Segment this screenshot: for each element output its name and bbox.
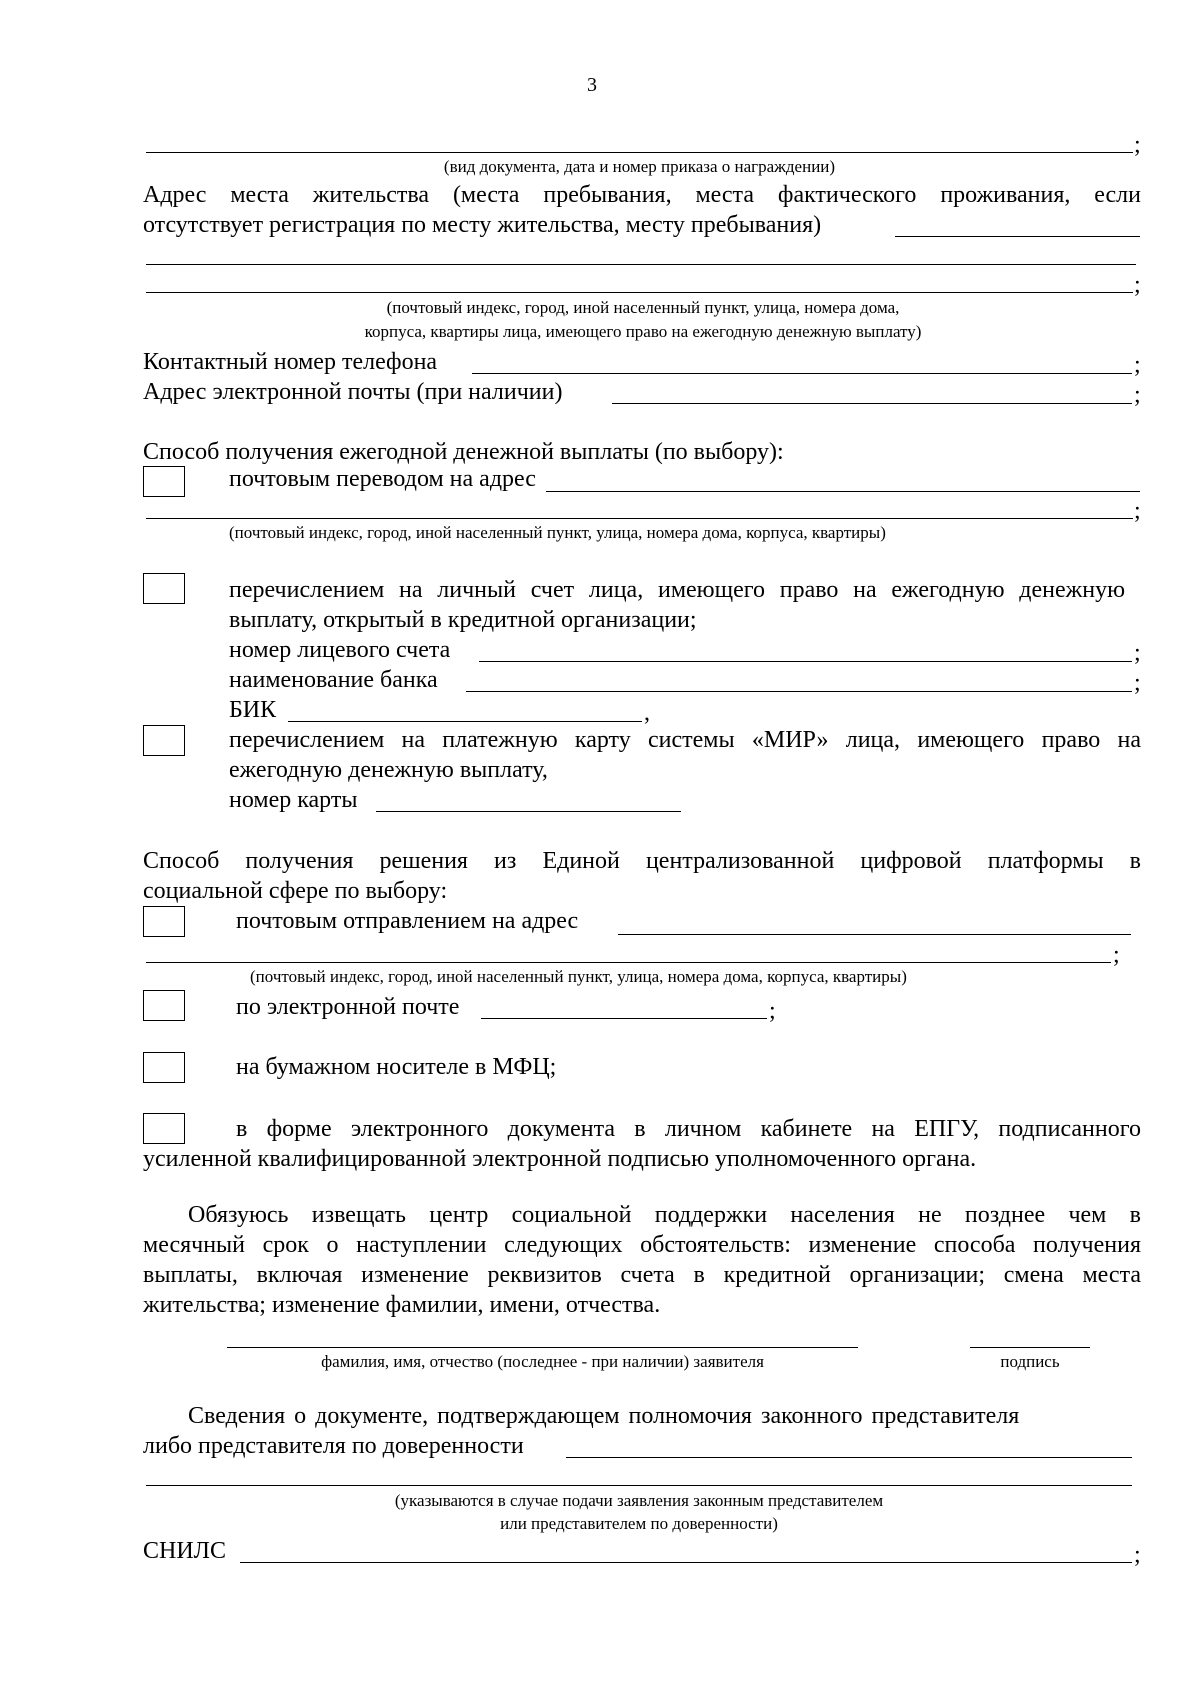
decision-epgu-line1: в форме электронного документа в личном кабинете на ЕПГУ, подписанного xyxy=(236,1116,1141,1142)
obligation-line3: выплаты, включая изменение реквизитов счета в кредитной организации; смена места xyxy=(143,1262,1141,1288)
decision-paper-label: на бумажном носителе в МФЦ; xyxy=(236,1054,557,1080)
award-caption: (вид документа, дата и номер приказа о награждении) xyxy=(443,157,836,176)
decision-paper-checkbox[interactable] xyxy=(143,1052,185,1083)
decision-heading-line2: социальной сфере по выбору: xyxy=(143,878,448,904)
payment-postal-field-line-a[interactable] xyxy=(546,491,1140,492)
representative-caption-2: или представителем по доверенности) xyxy=(500,1514,778,1533)
payment-postal-caption: (почтовый индекс, город, иной населенный пункт, улица, номера дома, корпуса, квартиры) xyxy=(229,523,886,542)
obligation-line4: жительства; изменение фамилии, имени, отчества. xyxy=(143,1292,661,1318)
payment-card-line2: ежегодную денежную выплату, xyxy=(229,757,548,783)
phone-label: Контактный номер телефона xyxy=(143,349,438,375)
decision-email-checkbox[interactable] xyxy=(143,990,185,1021)
applicant-name-field-line[interactable] xyxy=(227,1347,858,1348)
obligation-line2: месячный срок о наступлении следующих обстоятельств: изменение способа получения xyxy=(143,1232,1141,1258)
bank-name-semicolon: ; xyxy=(1134,670,1141,696)
payment-postal-checkbox[interactable] xyxy=(143,466,185,497)
card-number-label: номер карты xyxy=(229,787,358,813)
address-semicolon: ; xyxy=(1134,272,1141,298)
snils-field-line[interactable] xyxy=(240,1562,1132,1563)
payment-account-checkbox[interactable] xyxy=(143,573,185,604)
payment-account-line1: перечислением на личный счет лица, имеющего право на ежегодную денежную xyxy=(229,577,1125,603)
email-field-line[interactable] xyxy=(612,403,1132,404)
email-label: Адрес электронной почты (при наличии) xyxy=(143,379,563,405)
payment-card-line1: перечислением на платежную карту системы «МИР» лица, имеющего право на xyxy=(229,727,1141,753)
bank-name-field-line[interactable] xyxy=(466,691,1132,692)
signature-field-line[interactable] xyxy=(970,1347,1090,1348)
decision-epgu-checkbox[interactable] xyxy=(143,1113,185,1144)
address-label-line1: Адрес места жительства (места пребывания, места фактического проживания, если xyxy=(143,182,1141,208)
decision-postal-caption: (почтовый индекс, город, иной населенный пункт, улица, номера дома, корпуса, квартиры) xyxy=(250,967,907,986)
account-number-label: номер лицевого счета xyxy=(229,637,451,663)
obligation-line1: Обязуюсь извещать центр социальной поддержки населения не позднее чем в xyxy=(188,1202,1141,1228)
bik-label: БИК xyxy=(229,697,277,723)
card-number-field-line[interactable] xyxy=(376,811,681,812)
account-number-semicolon: ; xyxy=(1134,640,1141,666)
decision-epgu-line2: усиленной квалифицированной электронной подписью уполномоченного органа. xyxy=(143,1146,977,1172)
address-caption-1: (почтовый индекс, город, иной населенный пункт, улица, номера дома, xyxy=(386,298,900,317)
award-semicolon: ; xyxy=(1134,132,1141,158)
representative-field-line-a[interactable] xyxy=(566,1457,1132,1458)
address-field-line-c[interactable] xyxy=(146,292,1133,293)
signature-caption: подпись xyxy=(1000,1352,1060,1371)
representative-field-line-b[interactable] xyxy=(146,1485,1132,1486)
account-number-field-line[interactable] xyxy=(479,661,1132,662)
bik-field-line[interactable] xyxy=(288,721,642,722)
decision-postal-field-line-a[interactable] xyxy=(618,934,1131,935)
address-label-line2: отсутствует регистрация по месту жительства, месту пребывания) xyxy=(143,212,822,238)
snils-semicolon: ; xyxy=(1134,1542,1141,1568)
payment-heading: Способ получения ежегодной денежной выплаты (по выбору): xyxy=(143,439,784,465)
phone-field-line[interactable] xyxy=(472,373,1132,374)
address-field-line-b[interactable] xyxy=(146,264,1136,265)
payment-account-line2: выплату, открытый в кредитной организации; xyxy=(229,607,697,633)
award-document-line[interactable] xyxy=(146,152,1133,153)
applicant-name-caption: фамилия, имя, отчество (последнее - при наличии) заявителя xyxy=(321,1352,764,1371)
representative-line2: либо представителя по доверенности xyxy=(143,1433,524,1459)
decision-heading-line1: Способ получения решения из Единой централизованной цифровой платформы в xyxy=(143,848,1141,874)
decision-email-label: по электронной почте xyxy=(236,994,460,1020)
snils-label: СНИЛС xyxy=(143,1538,226,1564)
payment-postal-semicolon: ; xyxy=(1134,498,1141,524)
payment-card-checkbox[interactable] xyxy=(143,725,185,756)
decision-email-field-line[interactable] xyxy=(481,1018,767,1019)
decision-postal-field-line-b[interactable] xyxy=(146,962,1111,963)
representative-line1: Сведения о документе, подтверждающем полномочия законного представителя xyxy=(188,1403,1020,1429)
address-caption-2: корпуса, квартиры лица, имеющего право на ежегодную денежную выплату) xyxy=(364,322,922,341)
payment-postal-label: почтовым переводом на адрес xyxy=(229,466,536,492)
email-semicolon: ; xyxy=(1134,382,1141,408)
decision-postal-semicolon: ; xyxy=(1113,942,1120,968)
representative-caption-1: (указываются в случае подачи заявления законным представителем xyxy=(394,1491,884,1510)
phone-semicolon: ; xyxy=(1134,352,1141,378)
bank-name-label: наименование банка xyxy=(229,667,438,693)
decision-email-semicolon: ; xyxy=(769,998,776,1024)
page-number: 3 xyxy=(587,74,597,96)
payment-postal-field-line-b[interactable] xyxy=(146,518,1133,519)
decision-postal-label: почтовым отправлением на адрес xyxy=(236,908,579,934)
bik-comma: , xyxy=(644,700,650,726)
decision-postal-checkbox[interactable] xyxy=(143,906,185,937)
address-field-line-a[interactable] xyxy=(895,236,1140,237)
